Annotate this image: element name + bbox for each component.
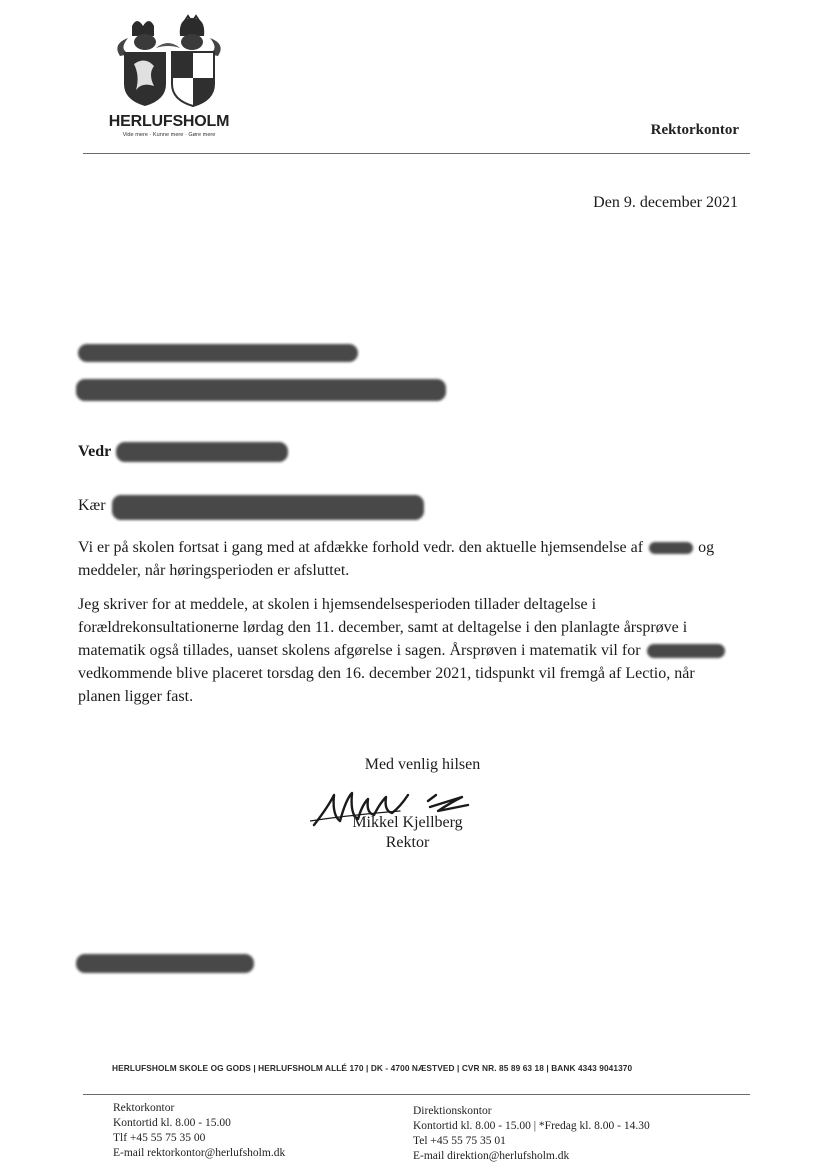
signer-title: Rektor: [385, 834, 430, 851]
paragraph-1-line-2: meddeler, når høringsperioden er afsluttet.: [78, 562, 350, 579]
contact-phone: Tlf +45 55 75 35 00: [113, 1132, 206, 1144]
footer-contact-rektorkontor: [113, 1101, 285, 1161]
contact-hours: Kontortid kl. 8.00 - 15.00 | *Fredag kl. 8.00 - 14.30: [413, 1120, 650, 1132]
office-title: Rektorkontor: [650, 122, 739, 138]
footer-company-info: HERLUFSHOLM SKOLE OG GODS | HERLUFSHOLM ALLÉ 170 | DK - 4700 NÆSTVED | CVR NR. 85 89 63 18 | BANK 4343 9041370: [112, 1063, 633, 1073]
subject-line: [78, 440, 111, 463]
paragraph-1: [78, 536, 738, 582]
salutation: [78, 494, 106, 517]
brand-tagline: Vide mere · Kunne mere · Gøre mere: [122, 132, 216, 138]
paragraph-2-line-2: forældrekonsultationerne lørdag den 11. december, samt at deltagelse i den planlagte årsprøve i: [78, 619, 688, 636]
signer-name: Mikkel Kjellberg: [352, 814, 463, 831]
redacted-recipient-name: [78, 344, 358, 362]
redacted-student-name: [649, 542, 693, 554]
contact-hours: Kontortid kl. 8.00 - 15.00: [113, 1117, 231, 1129]
contact-email: E-mail direktion@herlufsholm.dk: [413, 1150, 570, 1162]
redacted-recipient-address: [76, 379, 446, 401]
contact-phone: Tel +45 55 75 35 01: [413, 1135, 506, 1147]
redacted-subject: [116, 442, 288, 462]
subject-prefix: Vedr: [78, 443, 112, 460]
paragraph-2-line-1: Jeg skriver for at meddele, at skolen i hjemsendelsesperioden tillader deltagelse i: [78, 596, 597, 613]
paragraph-1-line-1: [78, 536, 738, 559]
paragraph-1-line-1-text: Vi er på skolen fortsat i gang med at afdække forhold vedr. den aktuelle hjemsendelse af: [78, 539, 644, 556]
contact-title: Direktionskontor: [413, 1105, 492, 1117]
paragraph-2-line-4: vedkommende blive placeret torsdag den 16. december 2021, tidspunkt vil fremgå af Lectio, når: [78, 665, 695, 682]
paragraph-2: [78, 593, 743, 708]
redacted-student-name-2: [647, 644, 725, 658]
redacted-salutation-name: [112, 495, 424, 520]
footer-divider: [83, 1094, 750, 1095]
redacted-cc: [76, 954, 254, 973]
contact-title: Rektorkontor: [113, 1102, 175, 1114]
brand-name: HERLUFSHOLM: [108, 113, 230, 130]
paragraph-1-line-1-end: og: [698, 539, 715, 556]
footer-contact-direktionskontor: [413, 1104, 650, 1164]
coat-of-arms-icon: [110, 14, 230, 114]
paragraph-2-line-5: planen ligger fast.: [78, 688, 194, 705]
letter-date: Den 9. december 2021: [593, 194, 738, 211]
closing-greeting: Med venlig hilsen: [364, 756, 481, 773]
header-divider: [83, 153, 750, 154]
salutation-prefix: Kær: [78, 497, 106, 514]
paragraph-2-line-3-text: matematik også tillades, uanset skolens afgørelse i sagen. Årsprøven i matematik vil for: [78, 642, 641, 659]
paragraph-2-line-3: [78, 639, 743, 662]
contact-email: E-mail rektorkontor@herlufsholm.dk: [113, 1147, 286, 1159]
